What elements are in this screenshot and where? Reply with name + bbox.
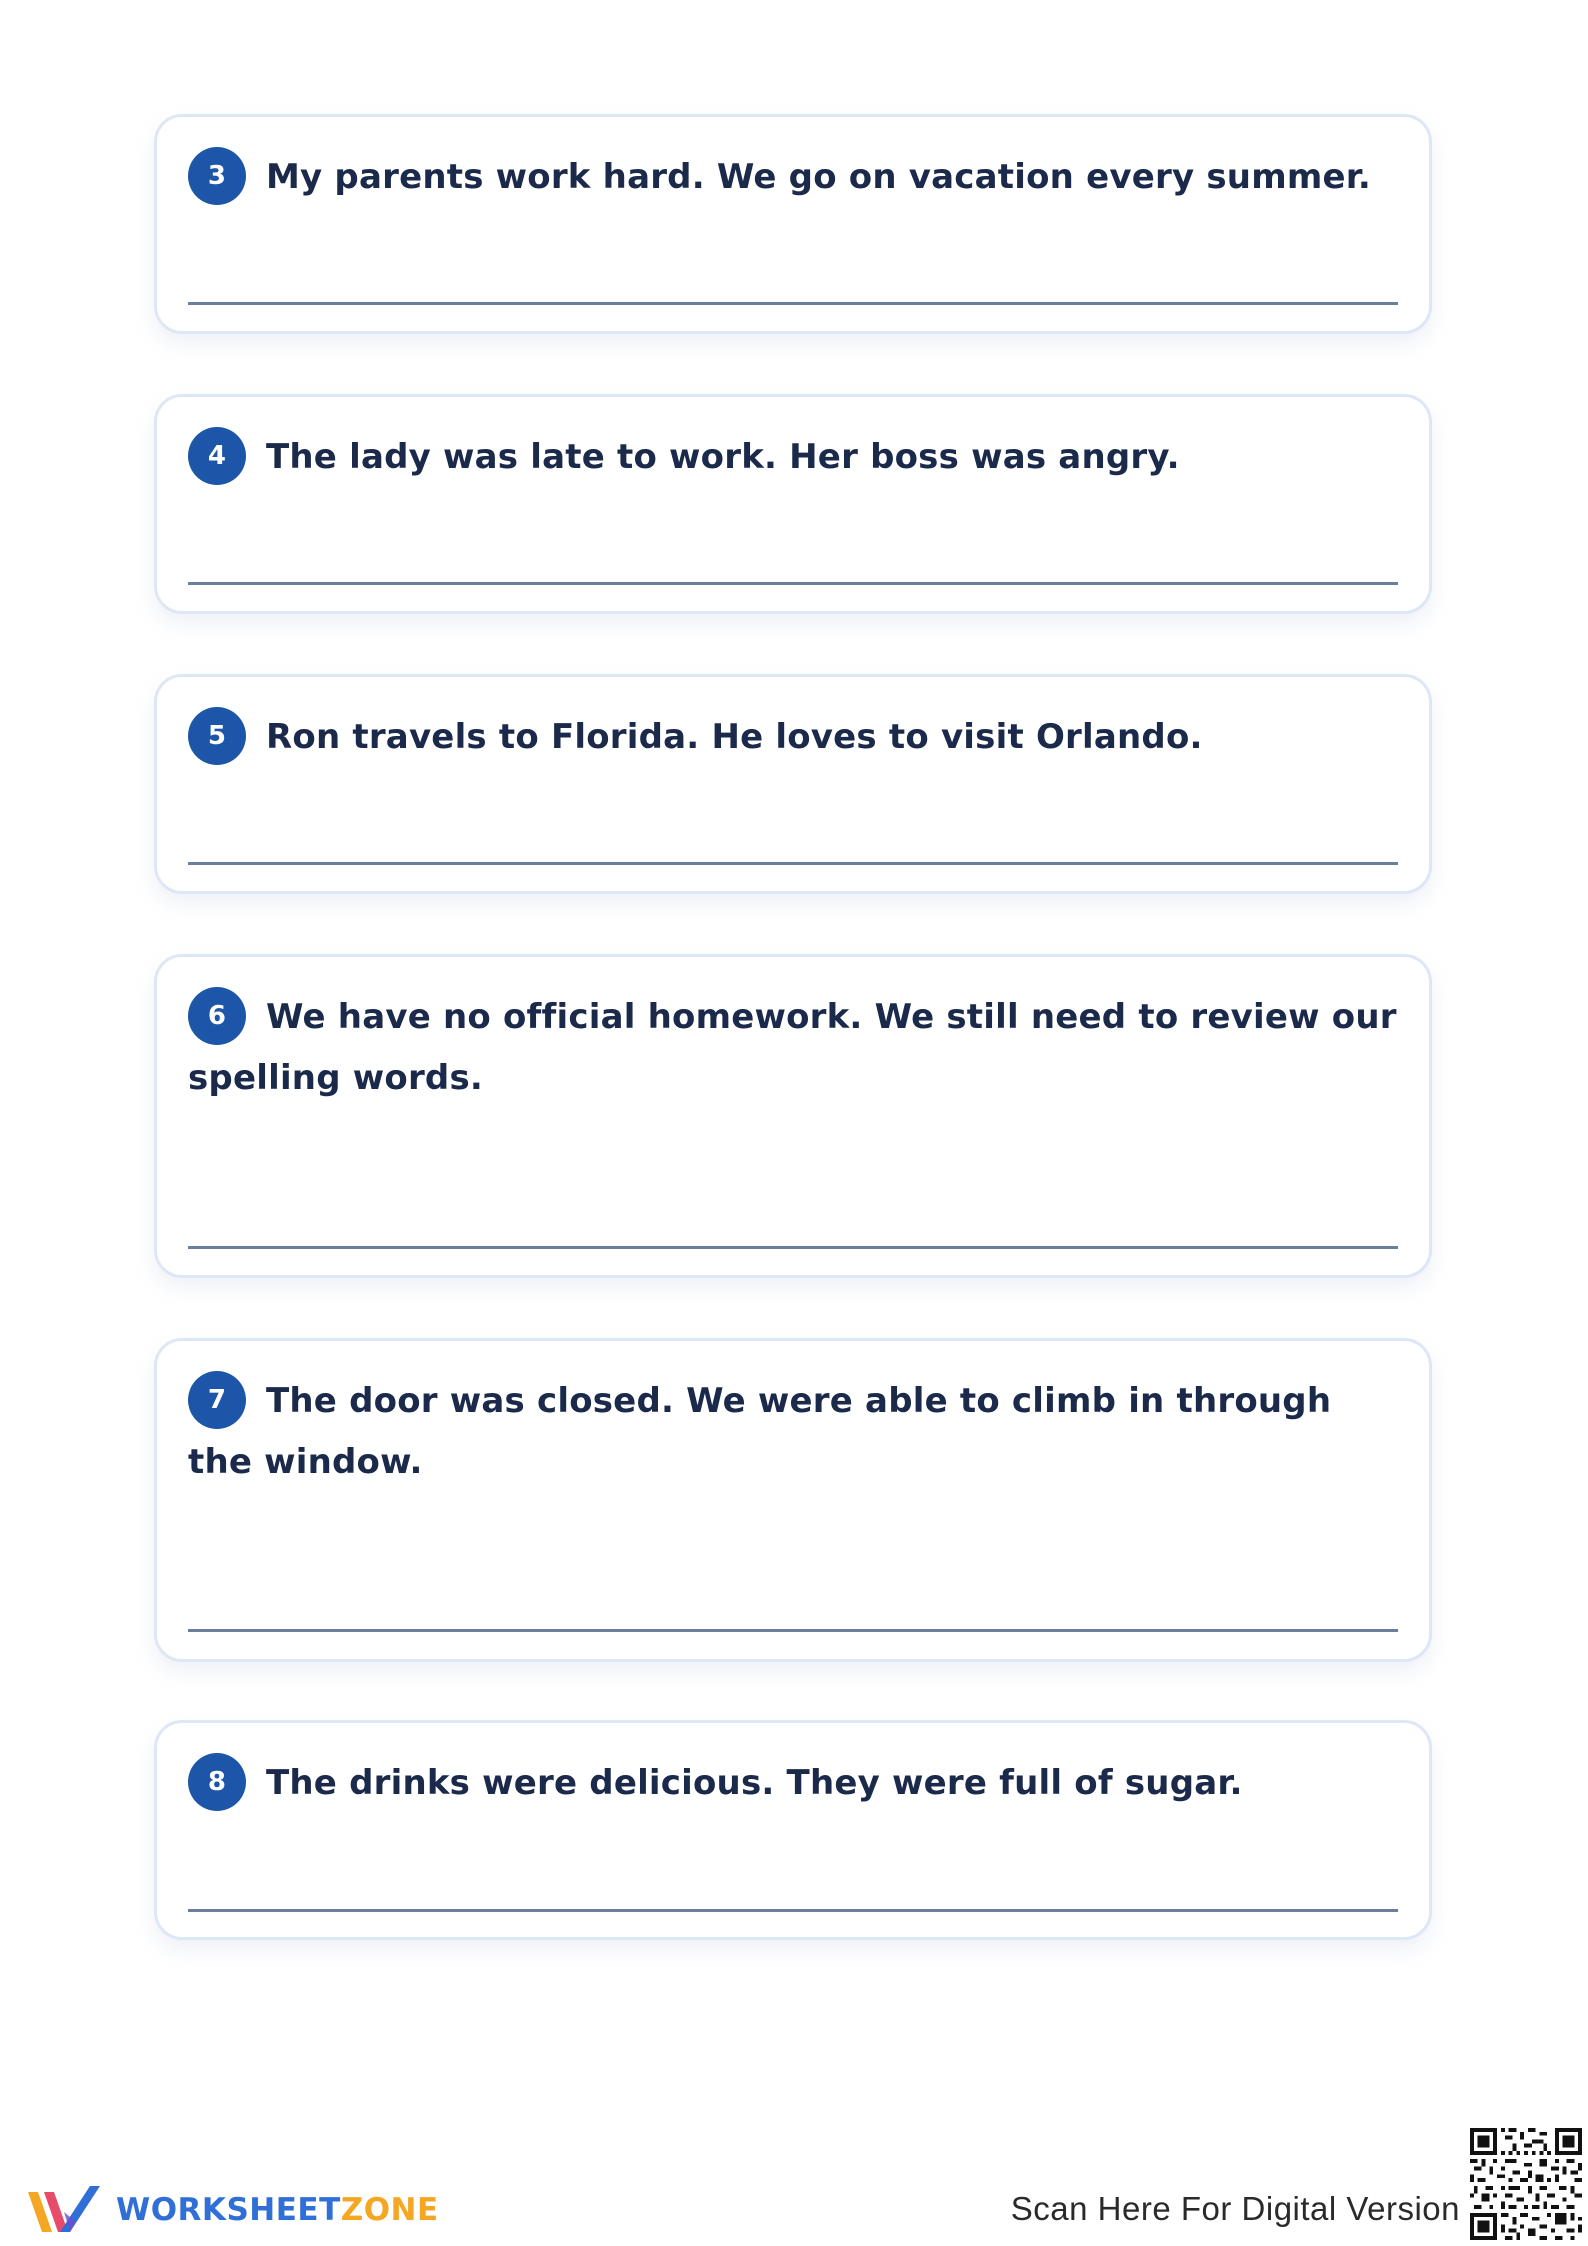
question-number-badge: 4 (188, 427, 246, 485)
scan-caption: Scan Here For Digital Version (1010, 2190, 1460, 2227)
question-card (154, 674, 1432, 894)
question-card (154, 954, 1432, 1278)
question-card (154, 1720, 1432, 1940)
answer-line[interactable] (188, 1909, 1398, 1912)
question-card (154, 394, 1432, 614)
question-prompt (188, 147, 1399, 208)
question-number-badge: 5 (188, 707, 246, 765)
question-text: We have no official homework. We still need to review our spelling words. (188, 997, 1397, 1098)
question-text: The drinks were delicious. They were full of sugar. (266, 1763, 1243, 1803)
worksheetzone-logo-icon (24, 2182, 104, 2238)
brand-logo (24, 2180, 439, 2240)
question-card (154, 1338, 1432, 1662)
question-text: My parents work hard. We go on vacation every summer. (266, 157, 1371, 197)
question-prompt (188, 1753, 1399, 1814)
question-card (154, 114, 1432, 334)
answer-line[interactable] (188, 582, 1398, 585)
question-prompt (188, 427, 1399, 488)
question-prompt (188, 1371, 1399, 1492)
question-prompt (188, 707, 1399, 768)
question-text: Ron travels to Florida. He loves to visit Orlando. (266, 717, 1203, 757)
brand-name (116, 2192, 439, 2228)
brand-name-part2: ZONE (340, 2192, 439, 2228)
answer-line[interactable] (188, 302, 1398, 305)
answer-line[interactable] (188, 1246, 1398, 1249)
qr-code-icon[interactable] (1470, 2128, 1582, 2240)
question-text: The lady was late to work. Her boss was angry. (266, 437, 1180, 477)
question-number-badge: 7 (188, 1371, 246, 1429)
brand-name-part1: WORKSHEET (116, 2192, 341, 2228)
question-prompt (188, 987, 1399, 1108)
question-text: The door was closed. We were able to climb in through the window. (188, 1381, 1332, 1482)
question-number-badge: 3 (188, 147, 246, 205)
question-number-badge: 8 (188, 1753, 246, 1811)
answer-line[interactable] (188, 862, 1398, 865)
question-number-badge: 6 (188, 987, 246, 1045)
answer-line[interactable] (188, 1629, 1398, 1632)
